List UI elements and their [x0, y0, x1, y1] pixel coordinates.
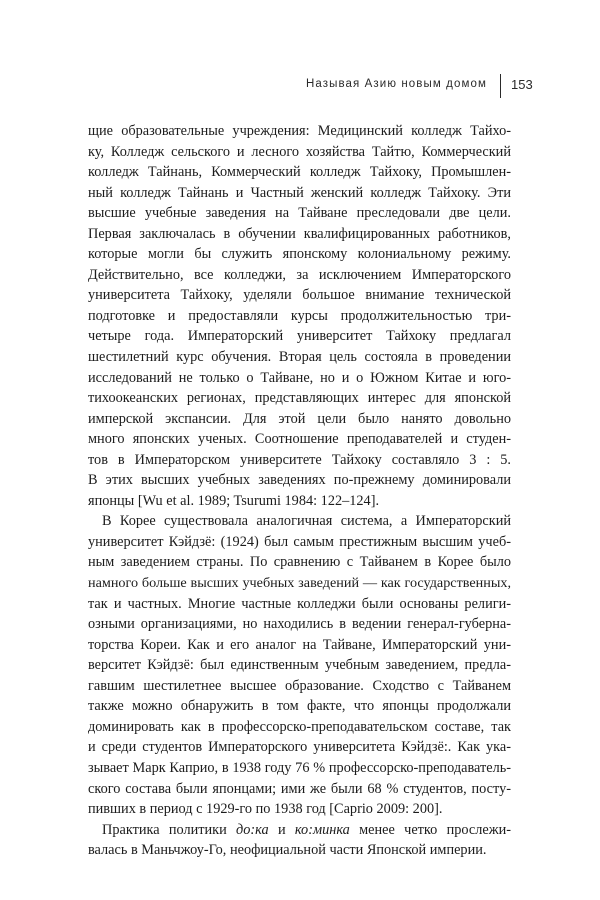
text-line: четыре года. Императорский университет Тайхоку предлагал	[88, 328, 511, 345]
text-run: менее четко прослежи-	[349, 821, 511, 838]
text-line: гавшим шестилетнее высшее образование. Сходство с Тайванем	[88, 677, 511, 694]
running-header	[0, 74, 600, 98]
italic-term: ко:минка	[294, 821, 350, 838]
text-line: которые могли бы служить японскому колониальному режиму.	[88, 246, 511, 263]
text-line: ный колледж Тайнань и Частный женский колледж Тайхоку. Эти	[88, 184, 511, 201]
text-line	[88, 820, 511, 841]
text-line: так и частных. Многие частные колледжи были основаны религи-	[88, 595, 511, 612]
text-line: В этих высших учебных заведениях по-прежнему доминировали	[88, 472, 511, 489]
text-line: шестилетний курс обучения. Вторая цель состояла в проведении	[88, 349, 511, 366]
text-line: В Корее существовала аналогичная система, а Императорский	[102, 513, 511, 530]
text-line: щие образовательные учреждения: Медицинский колледж Тайхо-	[88, 123, 511, 139]
text-line: также можно обнаружить в том факте, что японцы продолжали	[88, 698, 511, 715]
text-line: торства Кореи. Как и его аналог на Тайване, Императорский уни-	[88, 636, 511, 653]
body-text	[88, 121, 511, 861]
header-divider	[500, 74, 501, 98]
text-line: и среди студентов Императорского университета Кэйдзё:. Как ука-	[88, 739, 511, 756]
paragraph-2	[88, 511, 511, 819]
running-title: Называя Азию новым домом	[305, 78, 487, 90]
text-line: ку, Колледж сельского и лесного хозяйства Тайтю, Коммерческий	[88, 143, 511, 160]
text-line: озными организациями, но находились в ведении генерал-губерна-	[88, 616, 511, 633]
text-line: тихоокеанских регионах, представляющих интерес для японской	[88, 390, 511, 407]
text-line: валась в Маньчжоу-Го, неофициальной части Японской империи.	[88, 842, 487, 859]
text-line: ным заведением страны. По сравнению с Тайванем в Корее было	[88, 554, 511, 571]
text-line: японцы [Wu et al. 1989; Tsurumi 1984: 122–124].	[88, 492, 380, 509]
text-line: пивших в период с 1929-го по 1938 год [Caprio 2009: 200].	[88, 801, 443, 818]
text-line: много японских ученых. Соотношение преподавателей и студен-	[88, 431, 511, 448]
italic-term: до:ка	[236, 821, 269, 838]
text-line: Действительно, все колледжи, за исключением Императорского	[88, 266, 511, 283]
text-line: верситет Кэйдзё: был единственным учебным заведением, предла-	[88, 657, 511, 674]
text-line: исследований не только о Тайване, но и о Южном Китае и юго-	[88, 369, 511, 386]
text-run: Практика политики	[102, 821, 237, 838]
text-line: колледж Тайнань, Коммерческий колледж Тайхоку, Промышлен-	[88, 164, 511, 181]
text-line: подготовке и предоставляли курсы продолжительностью три-	[88, 307, 511, 324]
text-line: университета Тайхоку, уделяли большое внимание технической	[88, 287, 511, 304]
text-line: ского состава были японцами; ими же были 68 % студентов, посту-	[88, 780, 511, 797]
page-number: 153	[511, 77, 533, 92]
paragraph-1	[88, 121, 511, 511]
text-line: Первая заключалась в обучении квалифицированных работников,	[88, 225, 511, 242]
text-line: намного больше высших учебных заведений — как государственных,	[88, 575, 511, 592]
paragraph-3	[88, 820, 511, 861]
text-line: доминировать как в профессорско-преподавательском составе, так	[88, 718, 511, 735]
text-run: и	[268, 821, 295, 838]
text-line: имперской экспансии. Для этой цели было нанято довольно	[88, 410, 511, 427]
text-line: высшие учебные заведения на Тайване преследовали две цели.	[88, 205, 511, 222]
text-line: тов в Императорском университете Тайхоку составляло 3 : 5.	[88, 451, 511, 468]
text-line: зывает Марк Каприо, в 1938 году 76 % профессорско-преподаватель-	[88, 759, 511, 776]
text-line: университет Кэйдзё: (1924) был самым престижным высшим учеб-	[88, 533, 511, 550]
